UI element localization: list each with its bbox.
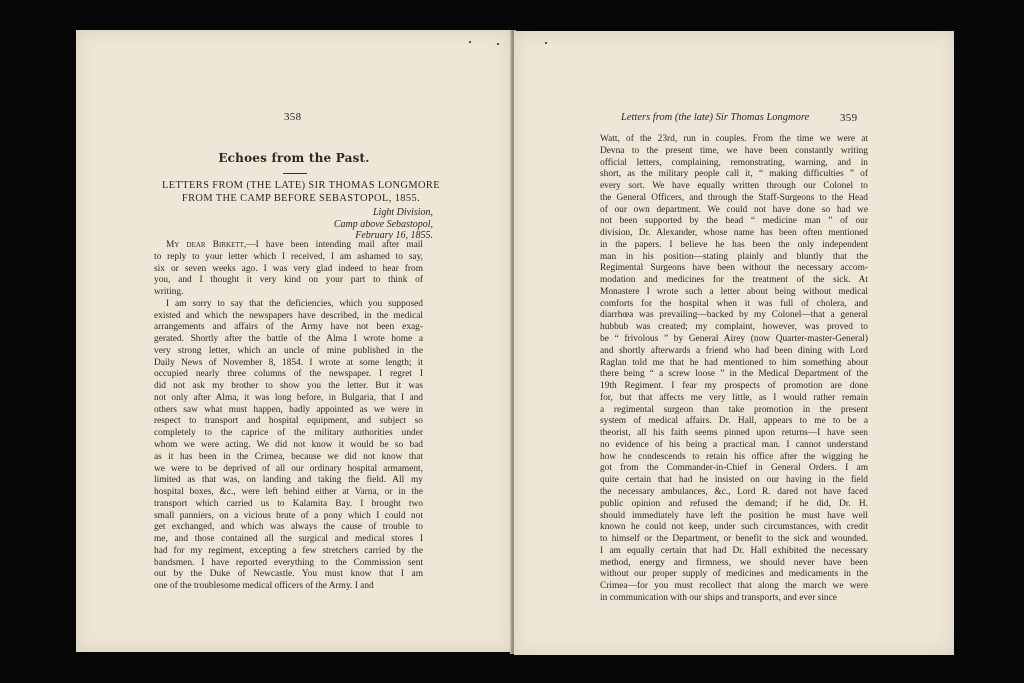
text-line: Monastere I wrote such a letter about being without medical [600, 286, 868, 297]
text-line: without our proper supply of medicines and medicaments in the [600, 569, 868, 580]
binding-hole [545, 42, 547, 44]
text-line: the General Officers, and through the Staff-Surgeons to the Head [600, 192, 868, 203]
text-line: the necessary ambulances, &c., Lord R. dared not have faced [600, 486, 868, 497]
title-rule [283, 173, 307, 174]
text-line: and shortly afterwards a friend who had been dining with Lord [600, 345, 868, 356]
left-page [76, 30, 512, 652]
text-line: in communication with our ships and transports, and ever since [600, 592, 837, 603]
text-line: one of the troublesome medical officers of the Army. I and [154, 581, 374, 592]
text-line: how he condescends to retain his office after the wigging he [600, 451, 868, 462]
text-line: in the papers. I believe he has been the only independent [600, 239, 868, 250]
text-line: not only after Alma, it was long before, in Bulgaria, that I and [154, 392, 423, 403]
text-line: arrangements and affairs of the Army have not been exag- [154, 322, 423, 333]
article-title-line: FROM THE CAMP BEFORE SEBASTOPOL, 1855. [181, 192, 421, 204]
dateline [334, 207, 433, 242]
text-line: modation and medicines for the treatment of the sick. At [600, 275, 868, 286]
text-line: 19th Regiment. I fear my prospects of promotion are done [600, 381, 868, 392]
text-line: no evidence of his being a practical man. I cannot understand [600, 439, 868, 450]
text-line: me, and those contained all the surgical and medical stores I [154, 534, 423, 545]
dateline-line: Camp above Sebastopol, [333, 218, 433, 230]
right-page [514, 31, 954, 655]
text-line: occupied nearly three columns of the newspaper. I regret I [154, 369, 423, 380]
text-line: Regimental Surgeons have been without the necessary accom- [600, 263, 868, 274]
text-line: Daily News of November 8, 1854. I wrote at some length; it [154, 357, 423, 368]
page-number-right: 359 [840, 112, 858, 124]
text-line: of our own department. We could not have done so had we [600, 204, 868, 215]
text-line: not been supported by the head “ medicine man ” of our [600, 216, 868, 227]
text-line: for, but that affects me very little, as I would rather remain [600, 392, 868, 403]
text-line: small panniers, on a vicious brute of a pony which I could not [154, 510, 423, 521]
text-line: limited as that was, on landing and taking the field. All my [154, 475, 423, 486]
text-line: completely to the caprice of the military authorities under [154, 428, 423, 439]
text-line: known he could not keep, under such circumstances, with credit [600, 522, 868, 533]
text-line: be “ frivolous ” by General Airey (now Quarter-master-General) [600, 334, 868, 345]
text-line: public opinion and refused the demand; if he did, Dr. H. [600, 498, 868, 509]
text-line: Crimea—for you must recollect that along the march we were [600, 581, 868, 592]
text-line: got from the Commander-in-Chief in General Orders. I am [600, 463, 868, 474]
text-line: Watt, of the 23rd, run in couples. From the time we were at [600, 134, 868, 144]
text-line: every sort. We have equally written through our Colonel to [600, 181, 868, 192]
dateline-line: Light Division, [372, 207, 433, 218]
left-body-text [154, 240, 423, 593]
text-line: others saw what must happen, badly appointed as we were in [154, 404, 423, 415]
text-line: respect to transport and hospital equipment, and subject so [154, 416, 423, 427]
text-line: transport which carried us to Kalamita Bay. I brought two [154, 498, 423, 509]
text-line: we were to be deprived of all our ordinary hospital armament, [154, 463, 423, 474]
section-title: Echoes from the Past. [218, 151, 370, 165]
text-line: Devna to the present time, we have been constantly writing [600, 145, 868, 156]
text-line: had for my regiment, excepting a few stretchers carried by the [154, 545, 423, 556]
text-line: as it has been in the Crimea, because we did not know that [154, 451, 423, 462]
text-line: existed and which the newspapers have described, in the medical [154, 310, 423, 321]
text-line: Raglan told me that he had mentioned to him something about [600, 357, 868, 368]
dateline-date: February 16, 1855. [355, 230, 433, 242]
text-line: division, Dr. Alexander, whose name has been often mentioned [600, 228, 868, 239]
text-line: did not ask my brother to show you the letter. But it was [154, 381, 423, 392]
text-line: there being “ a screw loose ” in the Medical Department of the [600, 369, 868, 380]
text-line: I am sorry to say that the deficiencies, which you supposed [166, 298, 423, 309]
text-line: whom we were acting. We did not know it would be so bad [154, 440, 423, 451]
text-line: diarrhœa was prevailing—backed by my Colonel—that a general [600, 310, 868, 321]
page-number-left: 358 [284, 111, 302, 123]
text-line-content: —I have been intending mail after mail [246, 240, 423, 250]
text-line: I am equally certain that had Dr. Hall exhibited the necessary [600, 545, 868, 556]
text-line: bandsmen. I have reported everything to the Commission sent [154, 557, 423, 568]
text-line: a regimental surgeon than take promotion in the present [600, 404, 868, 415]
text-line: writing. [154, 287, 184, 298]
text-line: get exchanged, and which was always the cause of trouble to [154, 522, 423, 533]
text-line: you, and I thought it very kind on your part to think of [154, 275, 423, 286]
text-line: to reply to your letter which I received, I am ashamed to say, [154, 251, 423, 262]
text-line: system of medical affairs. Dr. Hall, appears to me to be a [600, 416, 868, 427]
text-line: very strong letter, which an uncle of mine published in the [154, 345, 423, 356]
running-head: Letters from (the late) Sir Thomas Longmore [621, 112, 810, 123]
text-line: hospital boxes, &c., were left behind either at Varna, or in the [154, 487, 423, 498]
article-title [151, 180, 451, 205]
text-line: short, as the military people call it, “ making difficulties ” of [600, 169, 868, 180]
text-line: six or seven weeks ago. I was very glad indeed to hear from [154, 263, 423, 274]
binding-hole [497, 43, 499, 45]
text-line: gerated. Shortly after the battle of the Alma I wrote home a [154, 334, 423, 345]
text-line: quite certain that had he insisted on our having in the field [600, 475, 868, 486]
text-line: method, energy and firmness, we should never have been [600, 557, 868, 568]
text-line: comforts for the hospital when it was full of cholera, and [600, 298, 868, 309]
text-line [154, 240, 423, 252]
text-line: official letters, complaining, remonstrating, warning, and in [600, 157, 868, 168]
text-line: should immediately have left the position he must have well [600, 510, 868, 521]
article-title-line: LETTERS FROM (THE LATE) SIR THOMAS LONGMORE [162, 180, 440, 191]
salutation: My dear Birkett, [166, 240, 247, 250]
text-line: hubbub was created; my complaint, however, was proved to [600, 322, 868, 333]
right-body-text [600, 134, 868, 605]
text-line: out by the Duke of Newcastle. You must know that I am [154, 569, 423, 580]
binding-hole [469, 41, 471, 43]
text-line: man in his position—stating plainly and bluntly that the [600, 251, 868, 262]
text-line: to himself or the Department, or benefit to the sick and wounded. [600, 534, 868, 545]
text-line: theorist, all his faith seems pinned upon returns—I have seen [600, 428, 868, 439]
